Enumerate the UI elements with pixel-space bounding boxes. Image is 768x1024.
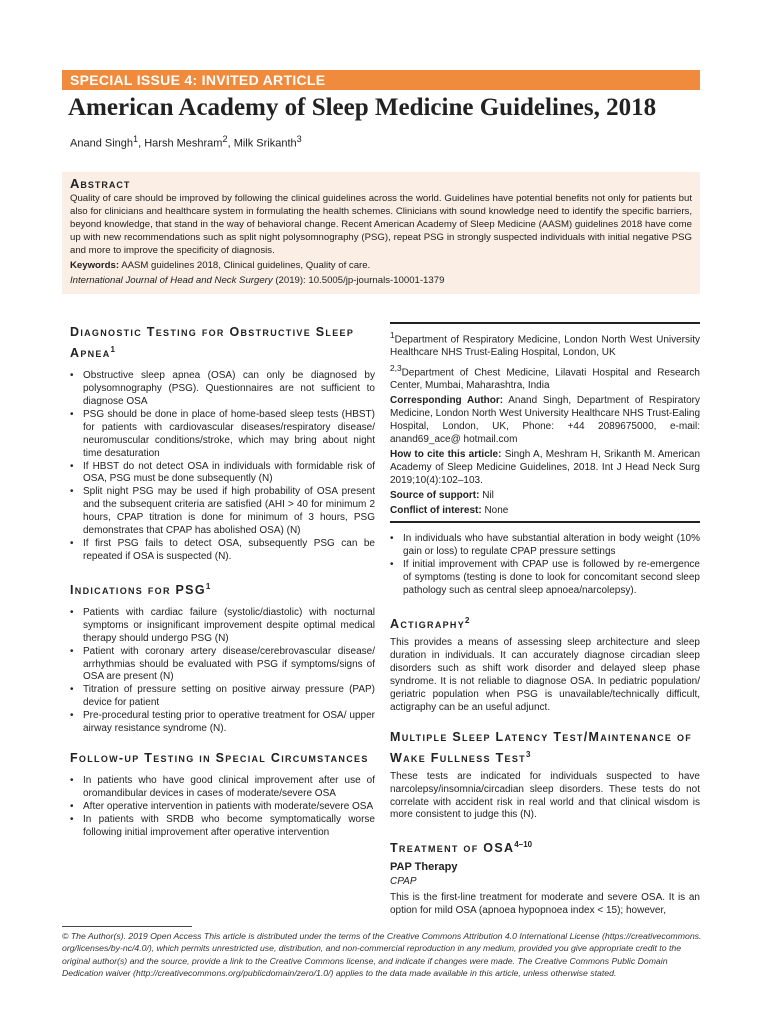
list-item: • Split night PSG may be used if high probability of OSA present and the subsequent criteria are satisfied (AHI > 40 for minimum 2 hours, CPAP titration is done for minimum of 3 hours, PSG demonstrates that CPAP has abolished OSA) (N): [70, 486, 375, 538]
author-sup: 3: [296, 134, 302, 144]
author-sup: 2: [222, 134, 228, 144]
section-actigraphy: [390, 612, 700, 715]
divider: [390, 521, 700, 523]
bullet-list: [70, 775, 375, 840]
bullet-list: [390, 533, 700, 598]
abstract-text: Quality of care should be improved by following the clinical guidelines across the world. Guidelines have potential benefits not only for patients but also for clinicians and healthcare system in formulating the health schemes. Clinicians with sound knowledge need to identify the specific barriers, beyond knowledge, that stand in the way of behavioral change. Recent American Academy of Sleep Medicine (AASM) guidelines 2018 have come up with new recommendations such as split night polysomnography (PSG), repeat PSG in strongly suspected individuals with initial negative PSG and more to improve the specificity of diagnosis.: [70, 193, 692, 256]
list-item: • If first PSG fails to detect OSA, subsequently PSG can be repeated if OSA is suspected (N).: [70, 538, 375, 564]
author-sup: 1: [133, 134, 139, 144]
right-column: [390, 322, 700, 918]
list-item: • If initial improvement with CPAP use is followed by re-emergence of symptoms (testing is done to look for concomitant second sleep pathology such as central sleep apnoea/narcolepsy).: [390, 559, 700, 598]
corresponding-author: Corresponding Author: Anand Singh, Department of Respiratory Medicine, London North West University Healthcare NHS Trust-Ealing Hospital, London, UK, Phone: +44 2089675000, e-mail: anand69_ace@ hotmail.com: [390, 395, 700, 445]
section-diagnostic-testing: [70, 324, 375, 564]
license-text: © The Author(s). 2019 Open Access This article is distributed under the terms of the Creative Commons Attribution 4.0 International License (https://creativecommons. org/licenses/by-nc/4.0/), which permits unrestricted use, distribution, and non-commercial reproduction in any medium, provided you give appropriate credit to the original author(s) and the source, provide a link to the Creative Commons license, and indicate if changes were made. The Creative Commons Public Domain Dedication waiver (http://creativecommons.org/publicdomain/zero/1.0/) applies to the data made available in this article, unless otherwise stated.: [62, 931, 702, 979]
bullet-list: [70, 607, 375, 736]
section-heading: Diagnostic Testing for Obstructive Sleep Apnea$^1$: [70, 325, 355, 361]
source-of-support: Source of support: Nil: [390, 489, 494, 501]
affiliation: $^1$Department of Respiratory Medicine, London North West University Healthcare NHS Trust-Ealing Hospital, London, UK: [390, 330, 700, 359]
bullet-list: [70, 370, 375, 564]
section-indications: [70, 578, 375, 736]
section-text: These tests are indicated for individuals suspected to have narcolepsy/insomnia/circadian sleep disorders. These tests do not correlate with accident risk in real world and that clinical wisdom is more consistent to judge this (N).: [390, 770, 700, 821]
list-item: • After operative intervention in patients with moderate/severe OSA: [70, 801, 375, 814]
list-item: • Patients with cardiac failure (systolic/diastolic) with nocturnal symptoms or insignificant improvement despite optimal medical therapy should undergo PSG (N): [70, 607, 375, 646]
divider: [390, 322, 700, 324]
sub-subheading: CPAP: [390, 876, 417, 888]
list-item: • Obstructive sleep apnea (OSA) can only be diagnosed by polysomnography (PSG). Questionnaires are not sufficient to diagnose OSA: [70, 370, 375, 409]
author: Milk Srikanth: [233, 137, 297, 150]
subheading: PAP Therapy: [390, 860, 458, 873]
affiliation: $^{2,3}$Department of Chest Medicine, Lilavati Hospital and Research Center, Mumbai, Maharashtra, India: [390, 363, 700, 392]
section-mslt: [390, 729, 700, 823]
how-to-cite: How to cite this article: Singh A, Meshram H, Srikanth M. American Academy of Sleep Medicine Guidelines, 2018. Int J Head Neck Surg 2019;10(4):102–103.: [390, 448, 701, 486]
abstract-heading: Abstract: [70, 176, 131, 191]
list-item: • If HBST do not detect OSA in individuals with formidable risk of OSA, PSG must be done subsequently (N): [70, 461, 375, 487]
list-item: • Titration of pressure setting on positive airway pressure (PAP) device for patient: [70, 684, 375, 710]
author: Anand Singh: [70, 137, 133, 150]
section-heading: Multiple Sleep Latency Test/Maintenance of Wake Fullness Test$^3$: [390, 729, 693, 765]
abstract-box: [62, 172, 700, 294]
conflict-of-interest: Conflict of interest: None: [390, 504, 509, 516]
keywords-label: Keywords:: [70, 260, 120, 271]
list-item: • Pre-procedural testing prior to operative treatment for OSA/ upper airway resistance syndrome (N).: [70, 710, 375, 736]
list-item: • In patients with SRDB who become symptomatically worse following initial improvement after operative intervention: [70, 814, 375, 840]
footnote-divider: [62, 926, 192, 927]
list-item: • In patients who have good clinical improvement after use of oromandibular devices in cases of moderate/severe OSA: [70, 775, 375, 801]
section-heading: Actigraphy$^2$: [390, 615, 470, 632]
section-heading: Indications for PSG$^1$: [70, 581, 211, 597]
list-item: • PSG should be done in place of home-based sleep tests (HBST) for patients with cardiovascular diseases/respiratory disease/ neuromuscular conditions/stroke, which may bring about night time desaturation: [70, 409, 375, 461]
license-footnote: [62, 926, 702, 980]
journal-name: International Journal of Head and Neck Surgery: [70, 275, 273, 286]
section-text: This is the first-line treatment for moderate and severe OSA. It is an option for mild OSA (apnoea hypopnoea index < 15); however,: [390, 892, 700, 917]
article-title: American Academy of Sleep Medicine Guidelines, 2018: [68, 94, 657, 121]
list-item: • In individuals who have substantial alteration in body weight (10% gain or loss) to regulate CPAP pressure settings: [390, 533, 700, 559]
section-text: This provides a means of assessing sleep architecture and sleep duration in individuals. It can accurately diagnose circadian sleep disorders such as shift work disorder and delayed sleep phase syndrome. It is not reliable to diagnose OSA. In pediatric population/ geriatric population when PSG is unavailable/technically difficult, actigraphy can be an useful adjunct.: [390, 637, 700, 713]
affiliations: [390, 329, 700, 517]
doi[interactable]: (2019): 10.5005/jp-journals-10001-1379: [275, 275, 445, 286]
section-follow-up: [70, 750, 375, 840]
list-item: • Patient with coronary artery disease/cerebrovascular disease/ arrhythmias should be evaluated with PSG if symptoms/signs of OSA are present (N): [70, 646, 375, 685]
keywords-value: AASM guidelines 2018, Clinical guidelines, Quality of care.: [121, 260, 371, 271]
journal-citation: [70, 274, 692, 287]
section-treatment: [390, 836, 700, 918]
keywords: [70, 259, 692, 272]
author: Harsh Meshram: [144, 137, 223, 150]
left-column: [70, 324, 375, 854]
section-heading: Follow-up Testing in Special Circumstances: [70, 750, 369, 765]
section-heading: Treatment of OSA$^{4-10}$: [390, 840, 533, 856]
author-list: Anand Singh$^1$, Harsh Meshram$^2$, Milk Srikanth$^3$: [70, 134, 302, 150]
article-type-banner: SPECIAL ISSUE 4: INVITED ARTICLE: [62, 70, 700, 90]
